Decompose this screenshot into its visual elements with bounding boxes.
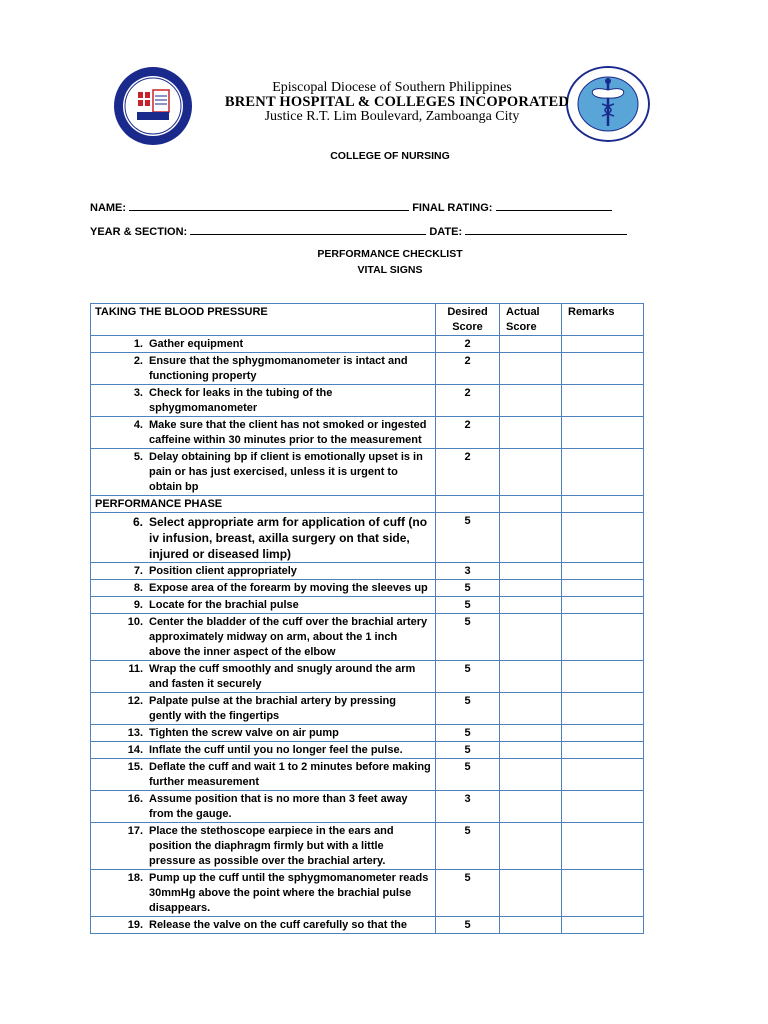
- procedure-step-cell: [91, 870, 436, 917]
- table-row: [91, 823, 644, 870]
- desired-score-cell: 5: [436, 917, 500, 934]
- final-rating-field[interactable]: [496, 199, 612, 211]
- remarks-cell[interactable]: [562, 417, 644, 449]
- procedure-step: [95, 726, 431, 741]
- remarks-cell[interactable]: [562, 513, 644, 563]
- remarks-cell[interactable]: [562, 870, 644, 917]
- procedure-step-cell: [91, 597, 436, 614]
- actual-score-cell[interactable]: [500, 353, 562, 385]
- step-text: Ensure that the sphygmomanometer is intact and functioning property: [149, 355, 408, 382]
- procedure-step-cell: [91, 385, 436, 417]
- procedure-step-cell: [91, 353, 436, 385]
- procedure-step: [95, 564, 431, 579]
- actual-score-cell[interactable]: [500, 791, 562, 823]
- remarks-cell[interactable]: [562, 823, 644, 870]
- actual-score-cell[interactable]: [500, 917, 562, 934]
- desired-score-cell: 2: [436, 385, 500, 417]
- procedure-step: [95, 386, 431, 416]
- table-row: [91, 870, 644, 917]
- desired-score-cell: 5: [436, 725, 500, 742]
- name-line: [90, 199, 612, 214]
- procedure-step: [95, 615, 431, 660]
- checklist-title: PERFORMANCE CHECKLIST: [317, 248, 463, 260]
- step-text: Release the valve on the cuff carefully so that the: [149, 919, 407, 931]
- remarks-cell[interactable]: [562, 791, 644, 823]
- table-row: [91, 449, 644, 496]
- step-number: 16.: [127, 793, 143, 805]
- step-number: 11.: [128, 663, 143, 675]
- step-number: 7.: [133, 565, 143, 577]
- empty-cell: [562, 496, 644, 513]
- desired-score-cell: 5: [436, 823, 500, 870]
- table-row: [91, 917, 644, 934]
- table-row: [91, 693, 644, 725]
- procedure-step: [95, 824, 431, 869]
- procedure-step: [95, 514, 431, 562]
- step-text: Center the bladder of the cuff over the brachial artery approximately midway on arm, about the 1 inch above the inner aspect of the elbow: [149, 616, 428, 658]
- table-row: [91, 742, 644, 759]
- step-text: Make sure that the client has not smoked or ingested caffeine within 30 minutes prior to the measurement: [149, 419, 427, 446]
- actual-score-header-text: Actual Score: [506, 306, 540, 333]
- college-name: COLLEGE OF NURSING: [330, 150, 450, 162]
- procedure-step-cell: [91, 791, 436, 823]
- step-text: Delay obtaining bp if client is emotionally upset is in pain or has just exercised, unless it is urgent to obtain bp: [149, 451, 423, 493]
- table-row: [91, 597, 644, 614]
- remarks-cell[interactable]: [562, 725, 644, 742]
- desired-score-cell: 5: [436, 742, 500, 759]
- actual-score-cell[interactable]: [500, 597, 562, 614]
- procedure-step-cell: [91, 417, 436, 449]
- year-section-line: [90, 223, 627, 238]
- table-row: [91, 417, 644, 449]
- step-number: 4.: [133, 419, 143, 431]
- step-text: Inflate the cuff until you no longer feel the pulse.: [149, 744, 403, 756]
- actual-score-cell[interactable]: [500, 693, 562, 725]
- actual-score-cell[interactable]: [500, 563, 562, 580]
- empty-cell: [436, 496, 500, 513]
- table-row: [91, 580, 644, 597]
- procedure-step-cell: [91, 580, 436, 597]
- step-text: Pump up the cuff until the sphygmomanometer reads 30mmHg above the point where the brachial pulse disappears.: [149, 872, 429, 914]
- actual-score-cell[interactable]: [500, 417, 562, 449]
- diocese-name: Episcopal Diocese of Southern Philippines: [272, 80, 512, 95]
- actual-score-cell[interactable]: [500, 385, 562, 417]
- remarks-cell[interactable]: [562, 614, 644, 661]
- desired-score-cell: 5: [436, 661, 500, 693]
- actual-score-cell[interactable]: [500, 661, 562, 693]
- step-number: 12.: [127, 695, 143, 707]
- remarks-cell[interactable]: [562, 336, 644, 353]
- procedure-step: [95, 418, 431, 448]
- remarks-cell[interactable]: [562, 597, 644, 614]
- date-label: DATE:: [429, 226, 463, 238]
- desired-score-cell: 3: [436, 563, 500, 580]
- procedure-step: [95, 871, 431, 916]
- procedure-step-cell: [91, 759, 436, 791]
- procedure-step-cell: [91, 693, 436, 725]
- desired-score-cell: 5: [436, 870, 500, 917]
- step-text: Position client appropriately: [149, 565, 297, 577]
- year-section-label: YEAR & SECTION:: [90, 226, 188, 238]
- remarks-cell[interactable]: [562, 563, 644, 580]
- remarks-cell[interactable]: [562, 693, 644, 725]
- empty-cell: [500, 496, 562, 513]
- procedure-step-cell: [91, 614, 436, 661]
- actual-score-cell[interactable]: [500, 742, 562, 759]
- procedure-step: [95, 450, 431, 495]
- desired-score-cell: 5: [436, 513, 500, 563]
- actual-score-cell[interactable]: [500, 614, 562, 661]
- year-section-field[interactable]: [190, 223, 426, 235]
- step-number: 6.: [132, 515, 143, 529]
- name-field[interactable]: [129, 199, 409, 211]
- desired-score-cell: 5: [436, 597, 500, 614]
- actual-score-cell[interactable]: [500, 823, 562, 870]
- actual-score-cell[interactable]: [500, 725, 562, 742]
- table-header-row: [91, 304, 644, 336]
- desired-score-cell: 3: [436, 791, 500, 823]
- hospital-address: Justice R.T. Lim Boulevard, Zamboanga City: [264, 109, 520, 124]
- procedure-step: [95, 792, 431, 822]
- remarks-cell[interactable]: [562, 742, 644, 759]
- step-text: Place the stethoscope earpiece in the ears and position the diaphragm firmly but with a little pressure as possible over the brachial artery.: [149, 825, 394, 867]
- desired-score-cell: 5: [436, 580, 500, 597]
- procedure-step-cell: [91, 725, 436, 742]
- actual-score-cell[interactable]: [500, 449, 562, 496]
- table-row: [91, 614, 644, 661]
- step-number: 14.: [127, 744, 143, 756]
- table-row: [91, 661, 644, 693]
- actual-score-cell[interactable]: [500, 336, 562, 353]
- remarks-cell[interactable]: [562, 385, 644, 417]
- step-number: 13.: [127, 727, 143, 739]
- remarks-cell[interactable]: [562, 580, 644, 597]
- step-text: Gather equipment: [149, 338, 244, 350]
- step-text: Select appropriate arm for application of cuff (no iv infusion, breast, axilla surgery on that side, injured or diseased limp): [149, 515, 428, 561]
- step-number: 2.: [133, 355, 143, 367]
- step-number: 3.: [133, 387, 143, 399]
- desired-score-cell: 5: [436, 759, 500, 791]
- procedure-step-cell: [91, 449, 436, 496]
- procedure-header: TAKING THE BLOOD PRESSURE: [91, 304, 436, 336]
- step-number: 15.: [127, 761, 143, 773]
- step-text: Tighten the screw valve on air pump: [149, 727, 339, 739]
- actual-score-cell[interactable]: [500, 580, 562, 597]
- table-row: [91, 385, 644, 417]
- desired-score-cell: 5: [436, 614, 500, 661]
- procedure-step: [95, 354, 431, 384]
- step-text: Check for leaks in the tubing of the sphygmomanometer: [149, 387, 333, 414]
- procedure-step: [95, 743, 431, 758]
- step-text: Deflate the cuff and wait 1 to 2 minutes before making further measurement: [149, 761, 431, 788]
- desired-score-cell: 2: [436, 449, 500, 496]
- procedure-step: [95, 581, 431, 596]
- remarks-header-text: Remarks: [568, 306, 615, 318]
- procedure-step-cell: [91, 823, 436, 870]
- remarks-cell[interactable]: [562, 917, 644, 934]
- desired-score-header: Desired Score: [436, 304, 500, 336]
- final-rating-label: FINAL RATING:: [412, 202, 493, 214]
- procedure-step-cell: [91, 336, 436, 353]
- desired-score-cell: 5: [436, 693, 500, 725]
- step-text: Expose area of the forearm by moving the sleeves up: [149, 582, 428, 594]
- table-row: [91, 336, 644, 353]
- table-row: [91, 725, 644, 742]
- step-number: 5.: [133, 451, 143, 463]
- table-row: [91, 791, 644, 823]
- procedure-step-cell: [91, 917, 436, 934]
- step-number: 19.: [127, 919, 143, 931]
- procedure-step: [95, 598, 431, 613]
- procedure-step: [95, 918, 431, 933]
- actual-score-cell[interactable]: [500, 759, 562, 791]
- date-field[interactable]: [465, 223, 627, 235]
- step-number: 9.: [133, 599, 143, 611]
- desired-score-cell: 2: [436, 336, 500, 353]
- procedure-step-cell: [91, 563, 436, 580]
- step-number: 10.: [127, 616, 143, 628]
- name-label: NAME:: [90, 202, 127, 214]
- remarks-cell[interactable]: [562, 449, 644, 496]
- actual-score-cell[interactable]: [500, 513, 562, 563]
- step-number: 1.: [133, 338, 143, 350]
- step-number: 17.: [127, 825, 143, 837]
- section-row: [91, 496, 644, 513]
- step-text: Palpate pulse at the brachial artery by pressing gently with the fingertips: [149, 695, 396, 722]
- performance-checklist-table: [90, 303, 644, 934]
- step-number: 18.: [127, 872, 143, 884]
- checklist-subtitle: VITAL SIGNS: [357, 264, 423, 276]
- table-row: [91, 759, 644, 791]
- procedure-step: [95, 760, 431, 790]
- step-number: 8.: [133, 582, 143, 594]
- remarks-cell[interactable]: [562, 759, 644, 791]
- table-row: [91, 353, 644, 385]
- procedure-step-cell: [91, 661, 436, 693]
- remarks-header: [562, 304, 644, 336]
- actual-score-cell[interactable]: [500, 870, 562, 917]
- procedure-step: [95, 694, 431, 724]
- procedure-step-cell: [91, 513, 436, 563]
- step-text: Locate for the brachial pulse: [149, 599, 299, 611]
- hospital-name: BRENT HOSPITAL & COLLEGES INCOPORATED: [224, 94, 570, 110]
- table-row: [91, 513, 644, 563]
- procedure-step: [95, 662, 431, 692]
- actual-score-header: [500, 304, 562, 336]
- performance-phase-header: PERFORMANCE PHASE: [91, 496, 436, 513]
- procedure-step-cell: [91, 742, 436, 759]
- step-text: Wrap the cuff smoothly and snugly around the arm and fasten it securely: [149, 663, 416, 690]
- table-row: [91, 563, 644, 580]
- remarks-cell[interactable]: [562, 661, 644, 693]
- desired-score-cell: 2: [436, 417, 500, 449]
- procedure-step: [95, 337, 431, 352]
- desired-score-cell: 2: [436, 353, 500, 385]
- remarks-cell[interactable]: [562, 353, 644, 385]
- step-text: Assume position that is no more than 3 feet away from the gauge.: [149, 793, 408, 820]
